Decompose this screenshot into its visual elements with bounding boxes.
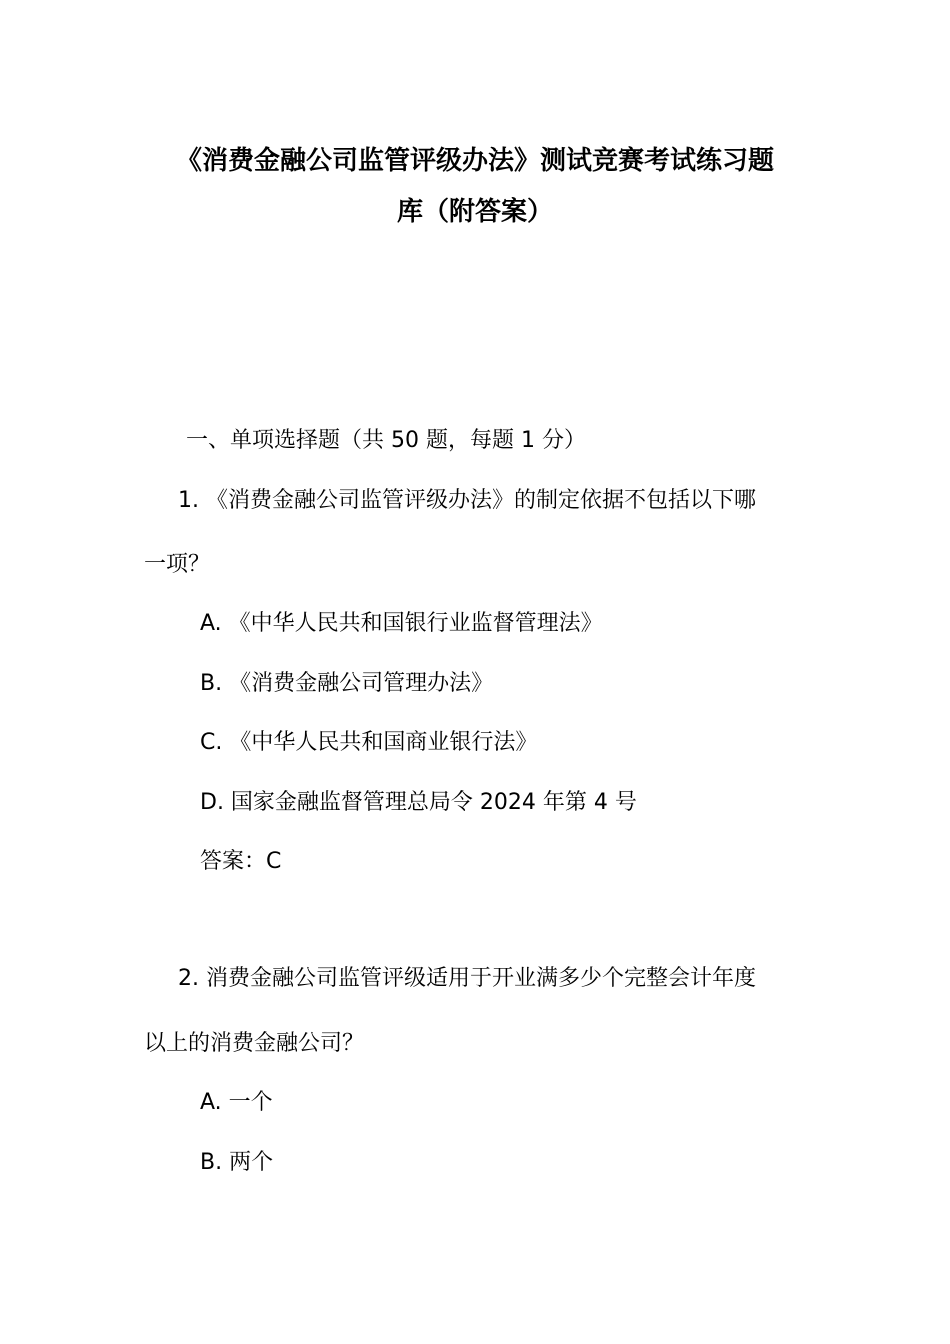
document-title-line-2: 库（附答案） (396, 197, 553, 227)
question-1-option-b: B. 《消费金融公司管理办法》 (200, 671, 494, 696)
question-1-option-a: A. 《中华人民共和国银行业监督管理法》 (200, 611, 603, 636)
question-1-option-d: D. 国家金融监督管理总局令 2024 年第 4 号 (200, 790, 637, 815)
question-2-stem-line-2: 以上的消费金融公司？ (144, 1031, 365, 1056)
question-1-answer: 答案：C (200, 849, 282, 874)
section-heading: 一、单项选择题（共 50 题，每题 1 分） (186, 428, 586, 453)
question-2-option-a: A. 一个 (200, 1090, 273, 1115)
question-1-option-c: C. 《中华人民共和国商业银行法》 (200, 730, 538, 755)
question-2-stem-line-1: 2. 消费金融公司监管评级适用于开业满多少个完整会计年度 (178, 966, 756, 991)
question-2-option-b: B. 两个 (200, 1150, 274, 1175)
question-1-stem-line-1: 1. 《消费金融公司监管评级办法》的制定依据不包括以下哪 (178, 488, 756, 513)
question-1-stem-line-2: 一项？ (144, 552, 211, 577)
document-title-line-1: 《消费金融公司监管评级办法》测试竞赛考试练习题 (175, 146, 774, 176)
